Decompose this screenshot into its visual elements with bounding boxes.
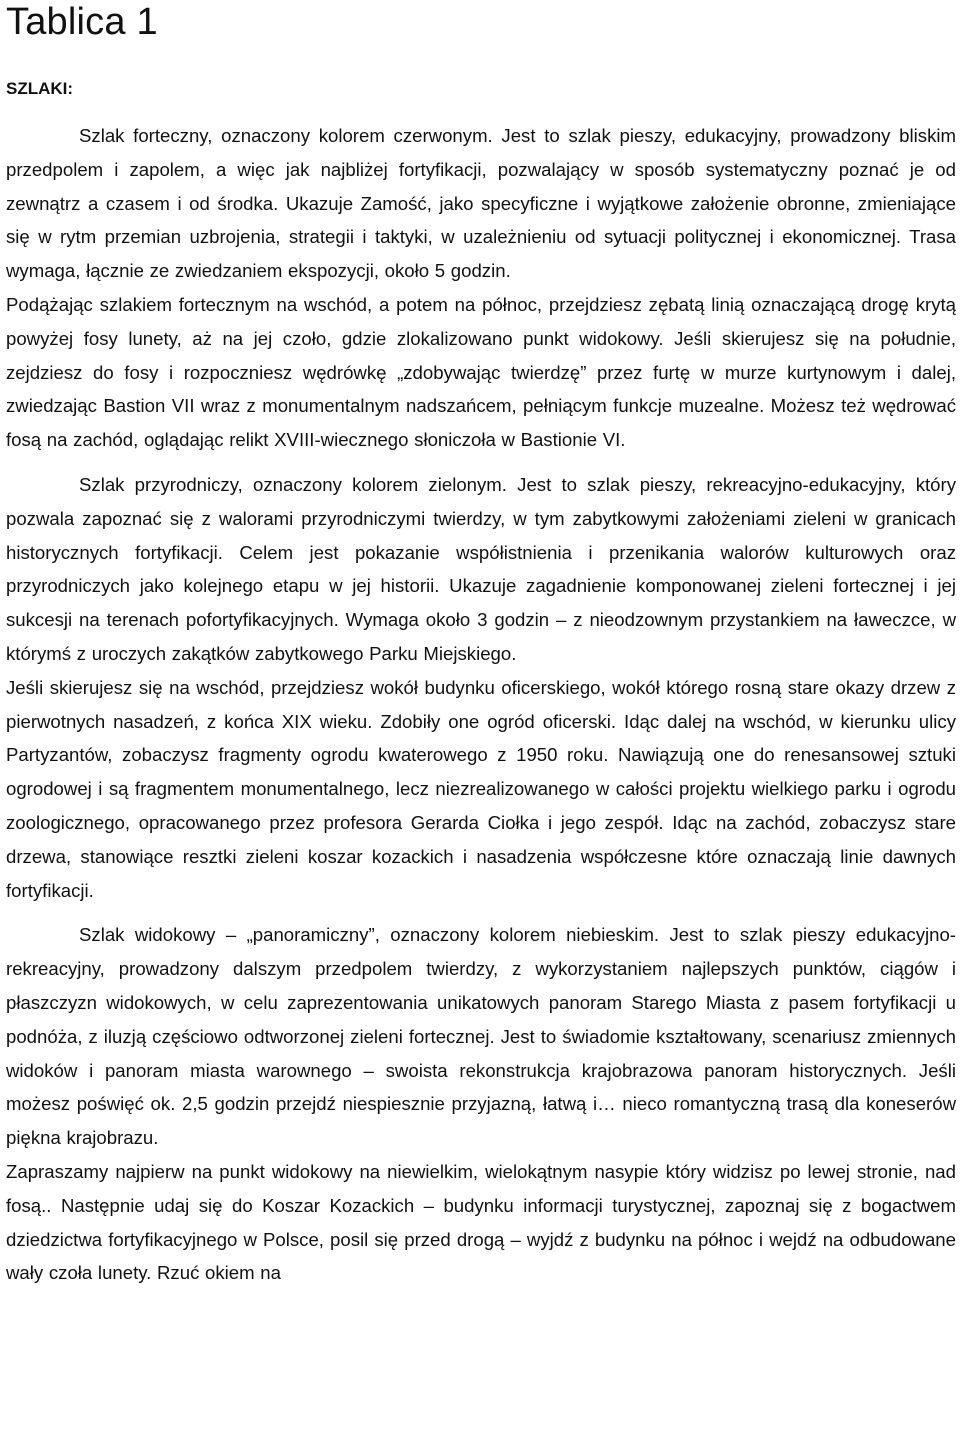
paragraph-szlak-forteczny: Szlak forteczny, oznaczony kolorem czerwonym. Jest to szlak pieszy, edukacyjny, prowadzony bliskim przedpolem i zapolem, a więc jak najbliżej fortyfikacji, pozwalający w sposób systematyczny poznać je od zewnątrz a czasem i od środka. Ukazuje Zamość, jako specyficzne i wyjątkowe założenie obronne, zmieniające się w rytm przemian uzbrojenia, strategii i taktyki, w uzależnieniu od sytuacji politycznej i ekonomicznej. Trasa wymaga, łącznie ze zwiedzaniem ekspozycji, około 5 godzin. bbox=[6, 125, 956, 282]
paragraph-przyrodniczy-route: Jeśli skierujesz się na wschód, przejdziesz wokół budynku oficerskiego, wokół którego rosną stare okazy drzew z pierwotnych nasadzeń, z końca XIX wieku. Zdobiły one ogród oficerski. Idąc dalej na wschód, w kierunku ulicy Partyzantów, zobaczysz fragmenty ogrodu kwaterowego z 1950 roku. Nawiązują one do renesansowej sztuki ogrodowej i są fragmentem monumentalnego, lecz niezrealizowanego w całości projektu wielkiego parku i ogrodu zoologicznego, opracowanego przez profesora Gerarda Ciołka i jego zespół. Idąc na zachód, zobaczysz stare drzewa, stanowiące resztki zieleni koszar kozackich i nasadzenia współczesne które oznaczają linie dawnych fortyfikacji. bbox=[6, 676, 956, 901]
paragraph-forteczny-route: Podążając szlakiem fortecznym na wschód, a potem na północ, przejdziesz zębatą linią oznaczającą drogę krytą powyżej fosy lunety, aż na jej czoło, gdzie zlokalizowano punkt widokowy. Jeśli skierujesz się na południe, zejdziesz do fosy i rozpoczniesz wędrówkę „zdobywając twierdzę” przez furtę w murze kurtynowym i dalej, zwiedzając Bastion VII wraz z monumentalnym nadszańcem, pełniącym funkcje muzealne. Możesz też wędrować fosą na zachód, oglądając relikt XVIII-wiecznego słoniczoła w Bastionie VI. bbox=[6, 293, 956, 451]
paragraph-widokowy-route: Zapraszamy najpierw na punkt widokowy na niewielkim, wielokątnym nasypie który widzisz po lewej stronie, nad fosą.. Następnie udaj się do Koszar Kozackich – budynku informacji turystycznej, zapoznaj się z bogactwem dziedzictwa fortyfikacyjnego w Polsce, posil się przed drogą – wyjdź z budynku na północ i wejdź na odbudowane wały czoła lunety. Rzuć okiem na bbox=[6, 1160, 956, 1284]
section-label: SZLAKI: bbox=[6, 79, 74, 98]
paragraph-szlak-przyrodniczy: Szlak przyrodniczy, oznaczony kolorem zielonym. Jest to szlak pieszy, rekreacyjno-edukacyjny, który pozwala zapoznać się z walorami przyrodniczymi twierdzy, w tym zabytkowymi założeniami zieleni w granicach historycznych fortyfikacji. Celem jest pokazanie współistnienia i przenikania walorów kulturowych oraz przyrodniczych jako kolejnego etapu w jej historii. Ukazuje zagadnienie komponowanej zieleni fortecznej i jej sukcesji na terenach pofortyfikacyjnych. Wymaga około 3 godzin – z nieodzownym przystankiem na ławeczce, w którymś z uroczych zakątków zabytkowego Parku Miejskiego. bbox=[6, 473, 956, 664]
document-page bbox=[6, 0, 956, 1290]
paragraph-szlak-widokowy: Szlak widokowy – „panoramiczny”, oznaczony kolorem niebieskim. Jest to szlak pieszy edukacyjno-rekreacyjny, prowadzony dalszym przedpolem twierdzy, z wykorzystaniem najlepszych punktów, ciągów i płaszczyzn widokowych, w celu zaprezentowania unikatowych panoram Starego Miasta z pasem fortyfikacji u podnóża, z iluzją częściowo odtworzonej zieleni fortecznej. Jest to świadomie kształtowany, scenariusz zmiennych widoków i panoram miasta warownego – swoista rekonstrukcja krajobrazowa panoram historycznych. Jeśli możesz poświęć ok. 2,5 godzin przejdź niespiesznie przyjazną, łatwą i… nieco romantyczną trasą dla koneserów piękna krajobrazu. bbox=[6, 924, 956, 1149]
page-title: Tablica 1 bbox=[6, 1, 158, 43]
